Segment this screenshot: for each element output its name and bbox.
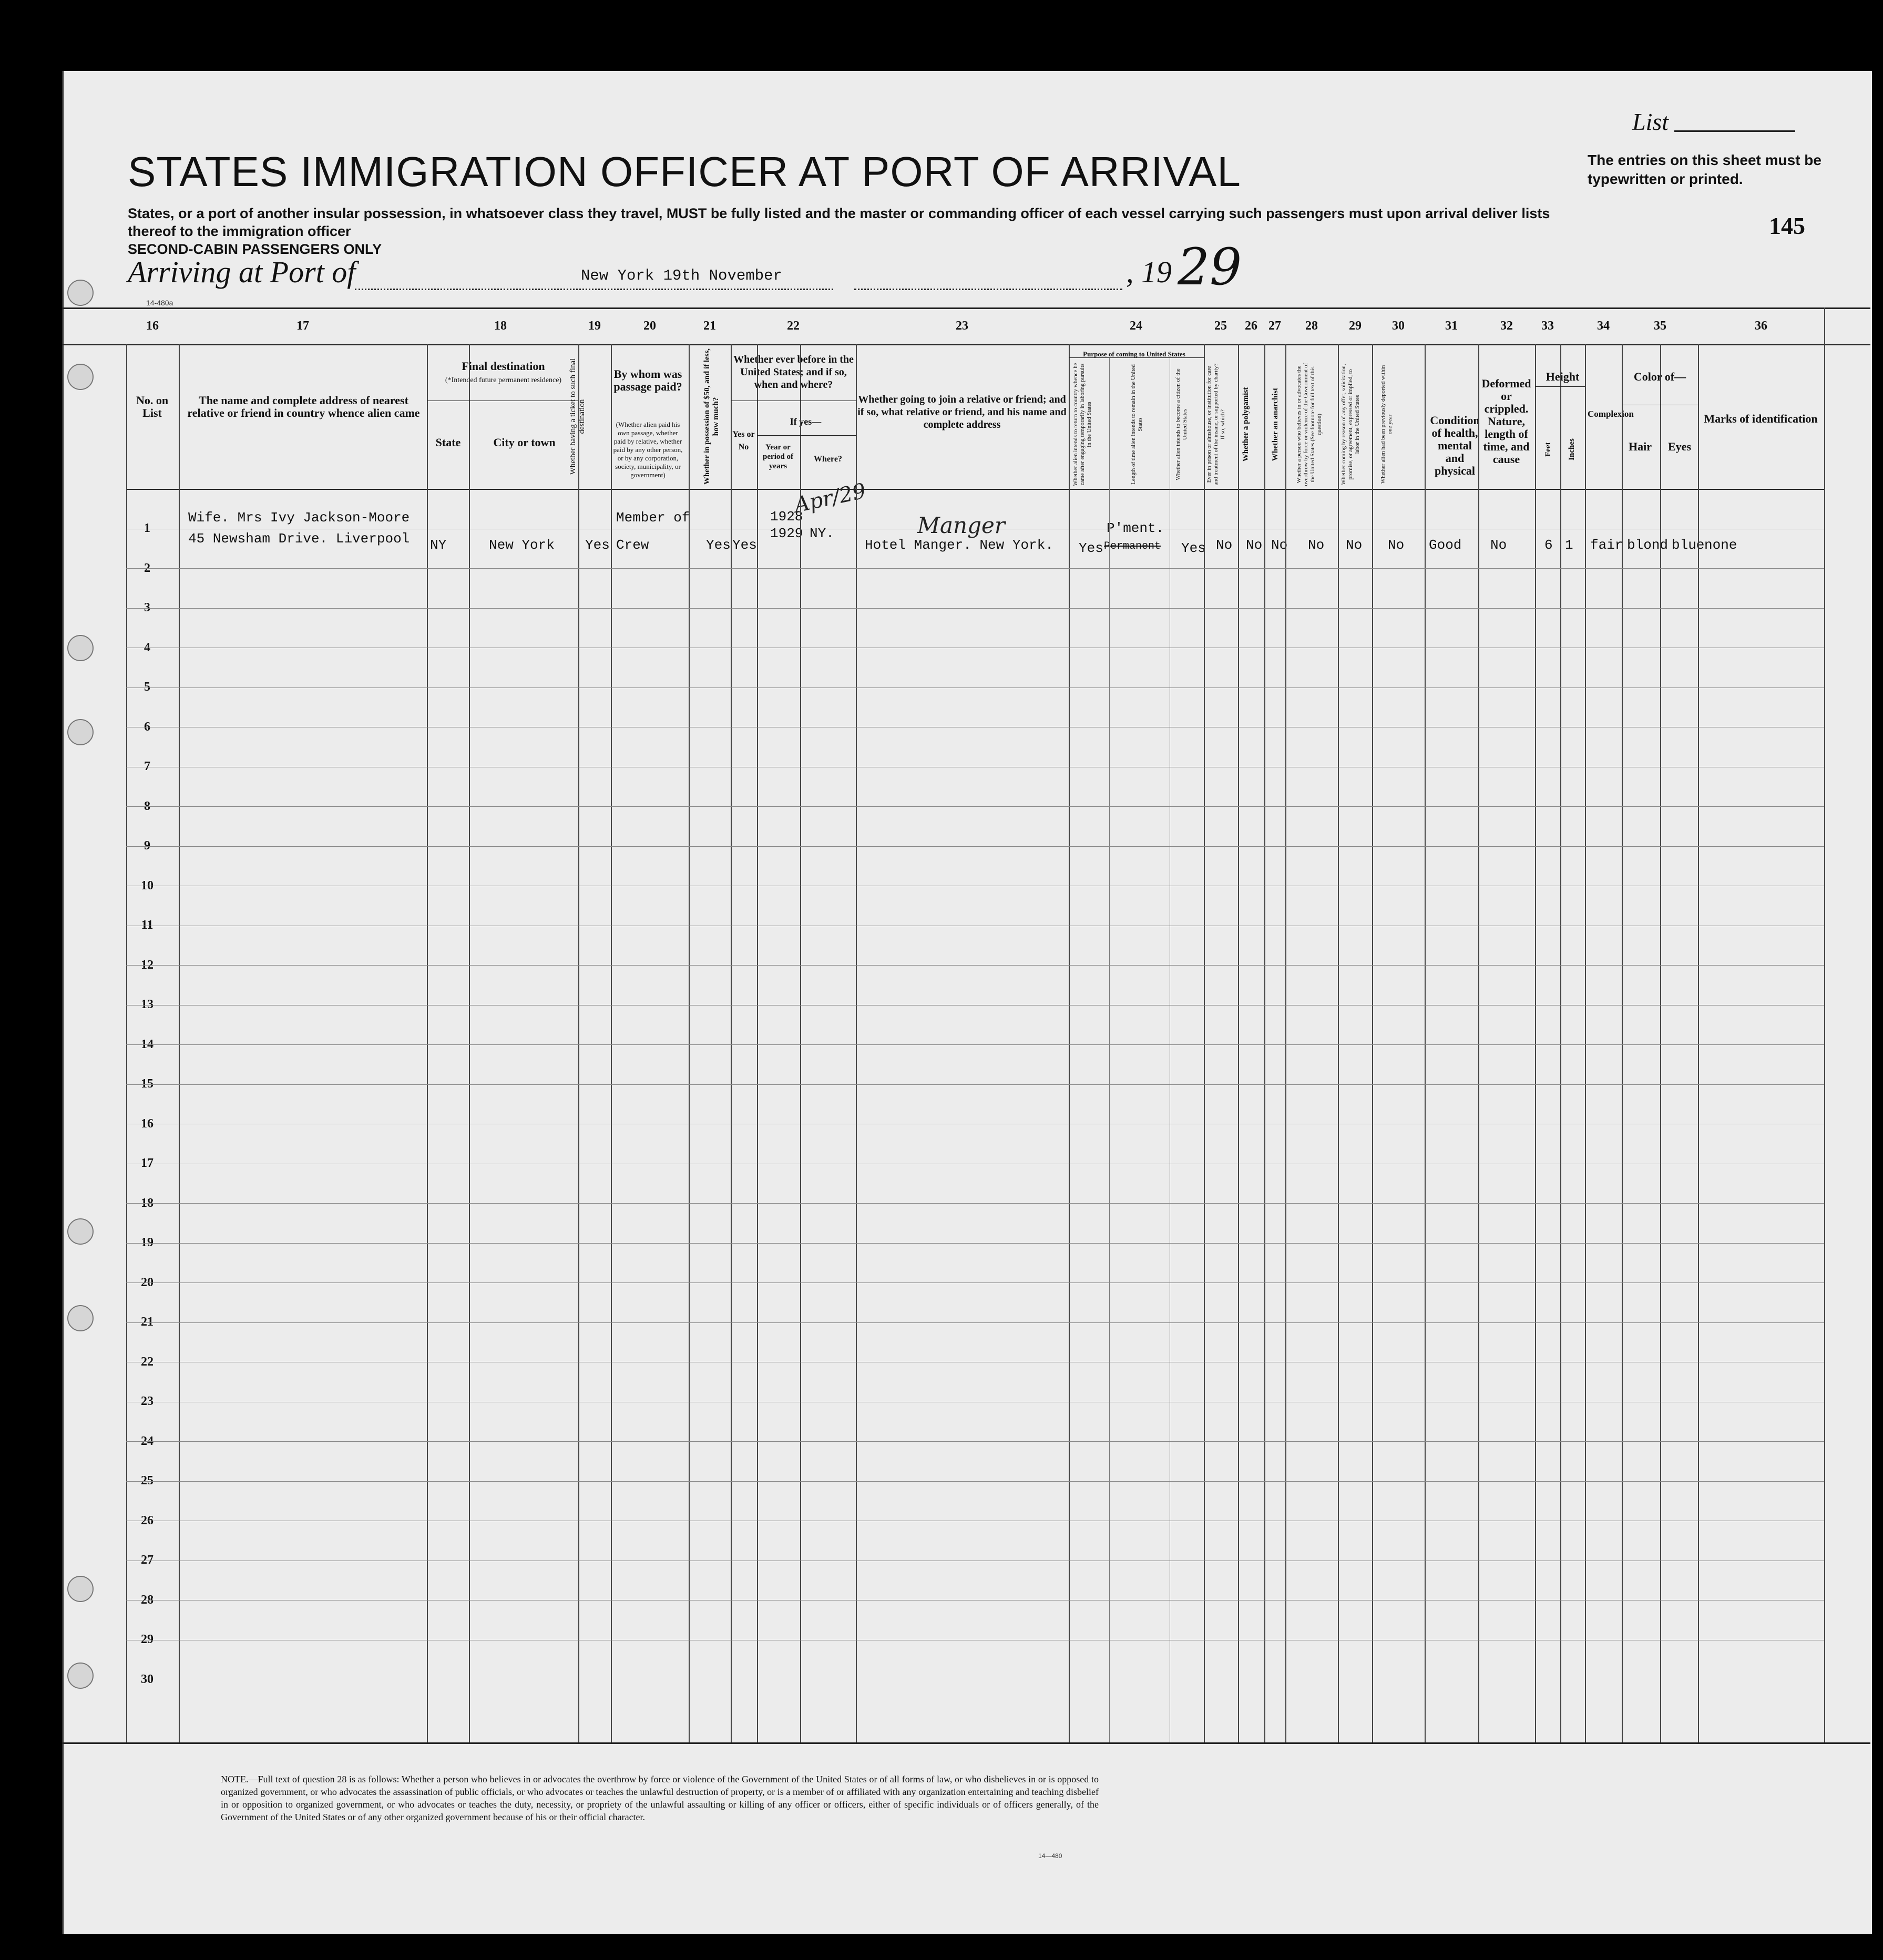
entry-feet: 6 [1544,537,1553,553]
column-rule [1069,344,1070,1742]
entry-eyes: blue [1672,537,1705,553]
entry-polygamist: No [1246,537,1263,553]
row-number: 11 [141,918,153,932]
header-q29: Whether coming by reason of any offer, solicitation, promise, or agreement, expressed or implied, to labor in the United States [1340,364,1360,485]
column-rule [1660,344,1661,1742]
header-height: Height [1546,370,1580,383]
punch-hole [67,280,94,306]
column-number: 18 [494,319,507,333]
header-prison: Ever in prison or almshouse, or institution for care and treatment of the insane, or supported by charity? If so, which? [1206,363,1226,486]
header-purpose: Purpose of coming to United States [1083,350,1185,358]
punch-hole [67,1576,94,1602]
column-rule [1264,344,1265,1742]
entry-before-yes: Yes [732,537,757,553]
port-line-2 [854,289,1122,290]
entry-citizen: Yes [1181,540,1206,556]
row-number: 10 [141,878,153,892]
header-inches: Inches [1568,438,1576,460]
year-handwritten: 29 [1178,238,1242,296]
column-rule [1372,344,1373,1742]
header-condition: Condition of health, mental and physical [1430,414,1480,477]
subtitle-line-2: SECOND-CABIN PASSENGERS ONLY [128,241,382,257]
header-eyes: Eyes [1668,440,1691,453]
header-marks: Marks of identification [1704,412,1818,425]
sub-header-rule [1535,386,1585,387]
row-number: 20 [141,1275,153,1289]
header-citizen: Whether alien intends to become a citizen of the United States [1175,368,1188,480]
header-city: City or town [493,436,556,449]
entry-city: New York [489,537,555,553]
entry-q28: No [1308,537,1325,553]
year-prefix: , 19 [1126,255,1172,289]
header-final-destination: Final destination [462,360,545,373]
row-number: 30 [141,1672,153,1686]
column-rule [611,344,612,1742]
entries-note: The entries on this sheet must be typewritten or printed. [1588,152,1821,187]
entry-inches: 1 [1565,537,1573,553]
header-state: State [435,436,461,449]
column-rule [757,344,758,1742]
row-number: 8 [144,799,150,813]
row-rule [126,1084,1824,1085]
header-polygamist: Whether a polygamist [1242,387,1250,462]
row-rule [126,1203,1824,1204]
sheet-number: 145 [1769,212,1805,239]
column-number: 31 [1445,319,1458,333]
header-joining: Whether going to join a relative or friend; and if so, what relative or friend, and his name and complete address [857,394,1067,430]
entry-q29: No [1346,537,1363,553]
entry-prison: No [1216,537,1233,553]
entry-state: NY [430,537,447,553]
column-rule [1560,344,1561,1742]
entry-where: NY. [810,526,834,541]
column-number: 26 [1245,319,1257,333]
row-rule [126,1282,1824,1283]
footnote-code: 14—480 [1038,1852,1062,1860]
entry-handwritten-manger: Manger [917,512,1005,538]
entry-ticket: Yes [585,537,610,553]
row-number: 4 [144,640,150,654]
header-year: Year or period of years [763,443,793,470]
header-relative: The name and complete address of nearest relative or friend in country whence alien came [187,394,420,419]
header-final-destination-note: (*Intended future permanent residence) [445,376,562,384]
port-value: New York 19th November [581,267,782,284]
row-number: 22 [141,1354,153,1369]
header-complexion: Complexion [1588,409,1634,419]
row-rule [126,1243,1824,1244]
row-rule [126,965,1824,966]
column-number: 23 [956,319,968,333]
punch-hole [67,364,94,390]
entry-complexion: fair [1590,537,1623,553]
column-number: 17 [296,319,309,333]
column-rule [800,344,801,1742]
row-number: 9 [144,839,150,853]
row-number: 7 [144,760,150,773]
header-where: Where? [814,455,842,464]
header-if-yes: If yes— [790,416,822,427]
arriving-label: Arriving at Port of [128,255,356,289]
column-number: 34 [1597,319,1610,333]
column-number: 28 [1305,319,1318,333]
entry-deformed: No [1490,537,1507,553]
entry-years-line-2: 1929 [770,526,803,541]
header-yes-no: Yes or No [732,430,755,451]
list-label: List [1632,108,1669,135]
column-number: 20 [643,319,656,333]
port-line [355,289,833,290]
page-title: STATES IMMIGRATION OFFICER AT PORT OF ARRIVAL [128,148,1241,195]
entry-passage-line-1: Member of [616,510,690,526]
punch-hole [67,1305,94,1331]
sub-column-rule [1109,357,1110,1742]
column-number: 27 [1268,319,1281,333]
entry-marks: none [1704,537,1737,553]
column-rule [1204,344,1205,1742]
manifest-sheet [62,71,1872,1934]
row-rule [126,1441,1824,1442]
column-rule [427,344,428,1742]
entry-money: Yes [706,537,731,553]
header-before-in-us: Whether ever before in the United States; and if so, when and where? [733,354,854,391]
column-number: 16 [146,319,159,333]
table-bottom-rule [62,1742,1870,1744]
row-number: 25 [141,1474,153,1487]
row-rule [126,1322,1824,1323]
punch-hole [67,1218,94,1245]
column-number: 35 [1654,319,1666,333]
column-rule [469,344,470,1742]
sub-header-rule [757,435,856,436]
header-deformed: Deformed or crippled. Nature, length of time, and cause [1481,377,1531,466]
row-rule [126,846,1824,847]
punch-hole [67,719,94,745]
header-no-on-list: No. on List [136,394,169,419]
column-rule [1285,344,1286,1742]
row-rule [126,1044,1824,1045]
row-number: 23 [141,1394,153,1408]
column-rule [1238,344,1239,1742]
column-number: 36 [1755,319,1767,333]
row-number: 13 [141,998,153,1011]
number-row-rule [62,344,1870,345]
column-rule [1824,344,1825,1742]
entry-handwritten-date: Apr/29 [792,479,868,518]
column-number: 33 [1541,319,1554,333]
entry-anarchist: No [1271,537,1288,553]
entry-length-line-1: P'ment. [1107,520,1164,536]
punch-hole [67,1663,94,1689]
row-number: 2 [144,561,150,575]
column-rule [689,344,690,1742]
row-number: 6 [144,720,150,734]
row-rule [126,687,1824,688]
column-number: 32 [1500,319,1513,333]
entry-passage-line-2: Crew [616,537,649,553]
row-number: 26 [141,1513,153,1527]
header-by-whom-note: (Whether alien paid his own passage, whether paid by relative, whether paid by any other person, or by any corporation, society, municipality, or government) [613,420,683,479]
header-money: Whether in possession of $50, and if less, how much? [703,348,720,485]
form-code: 14-480a [146,299,173,307]
entry-hair: blond [1627,537,1669,553]
header-q28: Whether a person who believes in or advocates the overthrow by force or violence of the Government of the United States (See footnote for full text of this question) [1296,363,1323,486]
entry-length-line-2: Permanent [1104,540,1161,552]
row-number: 29 [141,1633,153,1646]
column-rule [856,344,857,1742]
row-rule [126,1481,1824,1482]
column-number: 25 [1214,319,1227,333]
row-number: 24 [141,1434,153,1448]
header-length-of-stay: Length of time alien intends to remain in the United States [1130,364,1143,485]
header-q30: Whether alien had been previously deported within one year [1380,365,1393,484]
row-number: 1 [144,521,150,535]
header-bottom-rule [126,489,1824,490]
footnote: NOTE.—Full text of question 28 is as follows: Whether a person who believes in or advocates the overthrow by force or violence of the Government of the United States or of all forms of law, or who disbelieves in or is opposed to organized government, or who advocates the assassination of public officials, or who advocates or teaches the unlawful destruction of property, or is a member of or affiliated with any organization entertaining and teaching disbelief in or opposition to organized government, or who advocates or teaches the duty, necessity, or propriety of the unlawful assaulting or killing of any officer or officers, either of specific individuals or of officers generally, of the Government of the United States or of any other organized government because of his or their official character. [221,1774,1099,1822]
entry-return: Yes [1079,540,1103,556]
row-rule [126,806,1824,807]
column-rule [1698,344,1699,1742]
row-number: 27 [141,1553,153,1567]
entry-health: Good [1429,537,1462,553]
entry-q30: No [1388,537,1405,553]
entry-joining: Hotel Manger. New York. [865,537,1053,553]
table-top-rule [62,307,1870,309]
sub-header-rule [1069,357,1204,358]
column-rule [731,344,732,1742]
row-number: 17 [141,1156,153,1170]
header-hair: Hair [1629,440,1652,453]
row-rule [126,608,1824,609]
entry-relative-line-1: Wife. Mrs Ivy Jackson-Moore [188,510,410,526]
header-color-of: Color of— [1633,370,1686,383]
column-number: 29 [1349,319,1362,333]
row-rule [126,568,1824,569]
column-rule [1478,344,1479,1742]
row-number: 18 [141,1196,153,1210]
column-number: 21 [703,319,716,333]
header-return: Whether alien intends to return to country whence he came after engaging temporarily in laboring pursuits in the United States [1072,363,1092,486]
column-rule [179,344,180,1742]
column-number: 30 [1392,319,1405,333]
header-ticket: Whether having a ticket to such final destination [569,358,586,475]
header-feet: Feet [1544,442,1552,457]
list-number-line [1674,130,1795,132]
column-number: 19 [588,319,601,333]
header-anarchist: Whether an anarchist [1271,387,1280,461]
column-rule [1425,344,1426,1742]
column-rule [1585,344,1586,1742]
column-rule [1535,344,1536,1742]
row-number: 14 [141,1037,153,1051]
row-number: 3 [144,601,150,614]
column-rule [578,344,579,1742]
entry-years-line-1: 1928 [770,509,803,525]
row-number: 15 [141,1077,153,1091]
subtitle [128,204,1558,258]
subtitle-line-1: States, or a port of another insular possession, in whatsoever class they travel, MUST be fully listed and the master or commanding officer of each vessel carrying such passengers must upon arrival deliver lists thereof to the immigration officer [128,206,1550,239]
column-rule [1338,344,1339,1742]
column-number: 24 [1130,319,1142,333]
row-number: 12 [141,958,153,972]
punch-hole [67,635,94,661]
row-number: 19 [141,1236,153,1249]
column-rule [1622,344,1623,1742]
row-number: 5 [144,680,150,694]
entry-relative-line-2: 45 Newsham Drive. Liverpool [188,531,410,547]
row-number: 28 [141,1593,153,1607]
row-number: 21 [141,1315,153,1329]
row-number: 16 [141,1116,153,1131]
header-by-whom: By whom was passage paid? [613,367,682,393]
column-number: 22 [787,319,800,333]
